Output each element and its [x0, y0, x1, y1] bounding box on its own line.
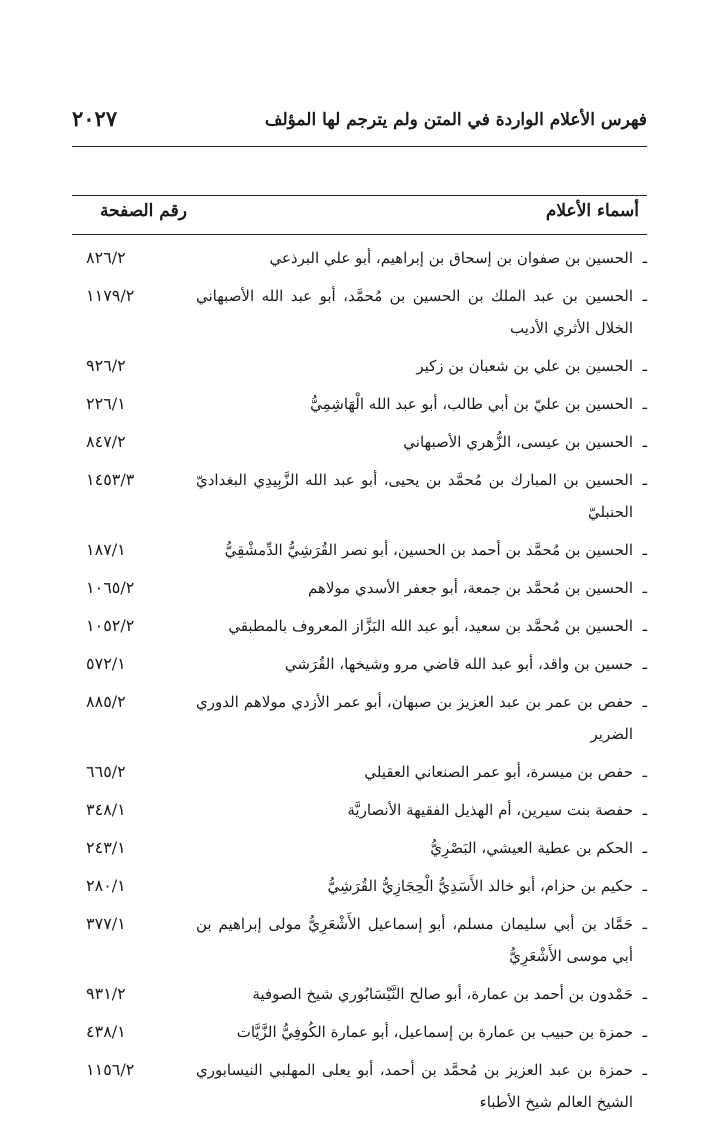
entry-page: ١١٥٦/٢ — [86, 1060, 135, 1079]
entry-page: ٩٣١/٢ — [86, 984, 126, 1003]
entry-page: ١٠٥٢/٢ — [86, 616, 135, 635]
index-entry — [72, 607, 647, 645]
entry-name: ـ حَمَّاد بن أبي سليمان مسلم، أبو إسماعيل الأَشْعَرِيُّ مولى إبراهيم بن أبي موسى الأَشْعَرِيُّ — [196, 908, 647, 972]
entry-name: ـ الحسين بن عيسى، الزُّهري الأصبهاني — [196, 426, 647, 458]
index-entry — [72, 239, 647, 277]
index-entry — [72, 531, 647, 569]
entry-name: ـ حمزة بن حبيب بن عمارة بن إسماعيل، أبو عمارة الكُوفِيُّ الزَّيَّات — [196, 1016, 647, 1048]
index-entry — [72, 569, 647, 607]
entry-page: ١١٧٩/٢ — [86, 286, 135, 305]
entry-page: ٨٨٥/٢ — [86, 692, 126, 711]
index-entry — [72, 385, 647, 423]
pages-column-header: رقم الصفحة — [100, 201, 187, 221]
entry-name: ـ الحسين بن مُحمَّد بن أحمد بن الحسين، أبو نصر القُرَشِيُّ الدِّمشْقِيُّ — [196, 534, 647, 566]
entry-name: ـ حمزة بن عبد العزيز بن مُحمَّد بن أحمد، أبو يعلى المهلبي النيسابوري الشيخ العالم شيخ الأطباء — [196, 1054, 647, 1118]
entry-name: ـ حَمْدون بن أحمد بن عمارة، أبو صالح النَّيْسَابُوري شيخ الصوفية — [196, 978, 647, 1010]
running-title: فهرس الأعلام الواردة في المتن ولم يترجم لها المؤلف — [264, 110, 647, 130]
index-entry — [72, 791, 647, 829]
index-entry — [72, 277, 647, 347]
names-column-header: أسماء الأعلام — [545, 201, 639, 221]
entry-name: ـ حفصة بنت سيرين، أم الهذيل الفقيهة الأنصاريَّة — [196, 794, 647, 826]
entry-page: ٩٢٦/٢ — [86, 356, 126, 375]
entry-name: ـ حفص بن ميسرة، أبو عمر الصنعاني العقيلي — [196, 756, 647, 788]
entry-page: ٤٣٨/١ — [86, 1022, 126, 1041]
page-header — [72, 106, 647, 147]
index-entry — [72, 905, 647, 975]
entry-page: ٢٤٣/١ — [86, 838, 126, 857]
index-entry — [72, 645, 647, 683]
index-entry — [72, 423, 647, 461]
entry-name: ـ الحكم بن عطية العيشي، البَصْرِيُّ — [196, 832, 647, 864]
index-entry — [72, 1013, 647, 1051]
index-entry — [72, 347, 647, 385]
entry-name: ـ الحسين بن مُحمَّد بن سعيد، أبو عبد الله البَزَّاز المعروف بالمطبقي — [196, 610, 647, 642]
page-number: ٢٠٢٧ — [72, 106, 118, 131]
entry-page: ٢٨٠/١ — [86, 876, 126, 895]
entry-page: ١٠٦٥/٢ — [86, 578, 135, 597]
index-entry — [72, 1051, 647, 1121]
index-entry — [72, 829, 647, 867]
entry-page: ٢٢٦/١ — [86, 394, 126, 413]
entry-name: ـ حسين بن واقد، أبو عبد الله قاضي مرو وشيخها، القُرَشي — [196, 648, 647, 680]
entry-name: ـ الحسين بن علي بن شعبان بن زكير — [196, 350, 647, 382]
entry-page: ١٤٥٣/٣ — [86, 470, 135, 489]
entry-name: ـ حكيم بن حزام، أبو خالد الأَسَدِيُّ الْحِجَازِيُّ القُرَشِيُّ — [196, 870, 647, 902]
index-entry — [72, 461, 647, 531]
entry-page: ٥٧٢/١ — [86, 654, 126, 673]
entry-name: ـ حفص بن عمر بن عبد العزيز بن صبهان، أبو عمر الأزدي مولاهم الدوري الضرير — [196, 686, 647, 750]
entry-name: ـ الحسين بن صفوان بن إسحاق بن إبراهيم، أبو علي البرذعي — [196, 242, 647, 274]
entry-page: ٨٤٧/٢ — [86, 432, 126, 451]
entry-name: ـ الحسين بن المبارك بن مُحمَّد بن يحيى، أبو عبد الله الزَّبِيدِي البغداديّ الحنبليّ — [196, 464, 647, 528]
entry-page: ٦٦٥/٢ — [86, 762, 126, 781]
entry-page: ١٨٧/١ — [86, 540, 126, 559]
entry-name: ـ الحسين بن مُحمَّد بن جمعة، أبو جعفر الأسدي مولاهم — [196, 572, 647, 604]
index-entry — [72, 683, 647, 753]
entry-name: ـ الحسين بن عليّ بن أبي طالب، أبو عبد الله الْهَاشِمِيُّ — [196, 388, 647, 420]
entry-page: ٣٧٧/١ — [86, 914, 126, 933]
column-headers — [72, 195, 647, 235]
entry-name: ـ الحسين بن عبد الملك بن الحسين بن مُحمَّد، أبو عبد الله الأصبهاني الخلال الأثري الأديب — [196, 280, 647, 344]
entry-page: ٨٢٦/٢ — [86, 248, 126, 267]
index-entries — [72, 239, 647, 1121]
index-entry — [72, 753, 647, 791]
index-entry — [72, 975, 647, 1013]
index-entry — [72, 867, 647, 905]
entry-page: ٣٤٨/١ — [86, 800, 126, 819]
